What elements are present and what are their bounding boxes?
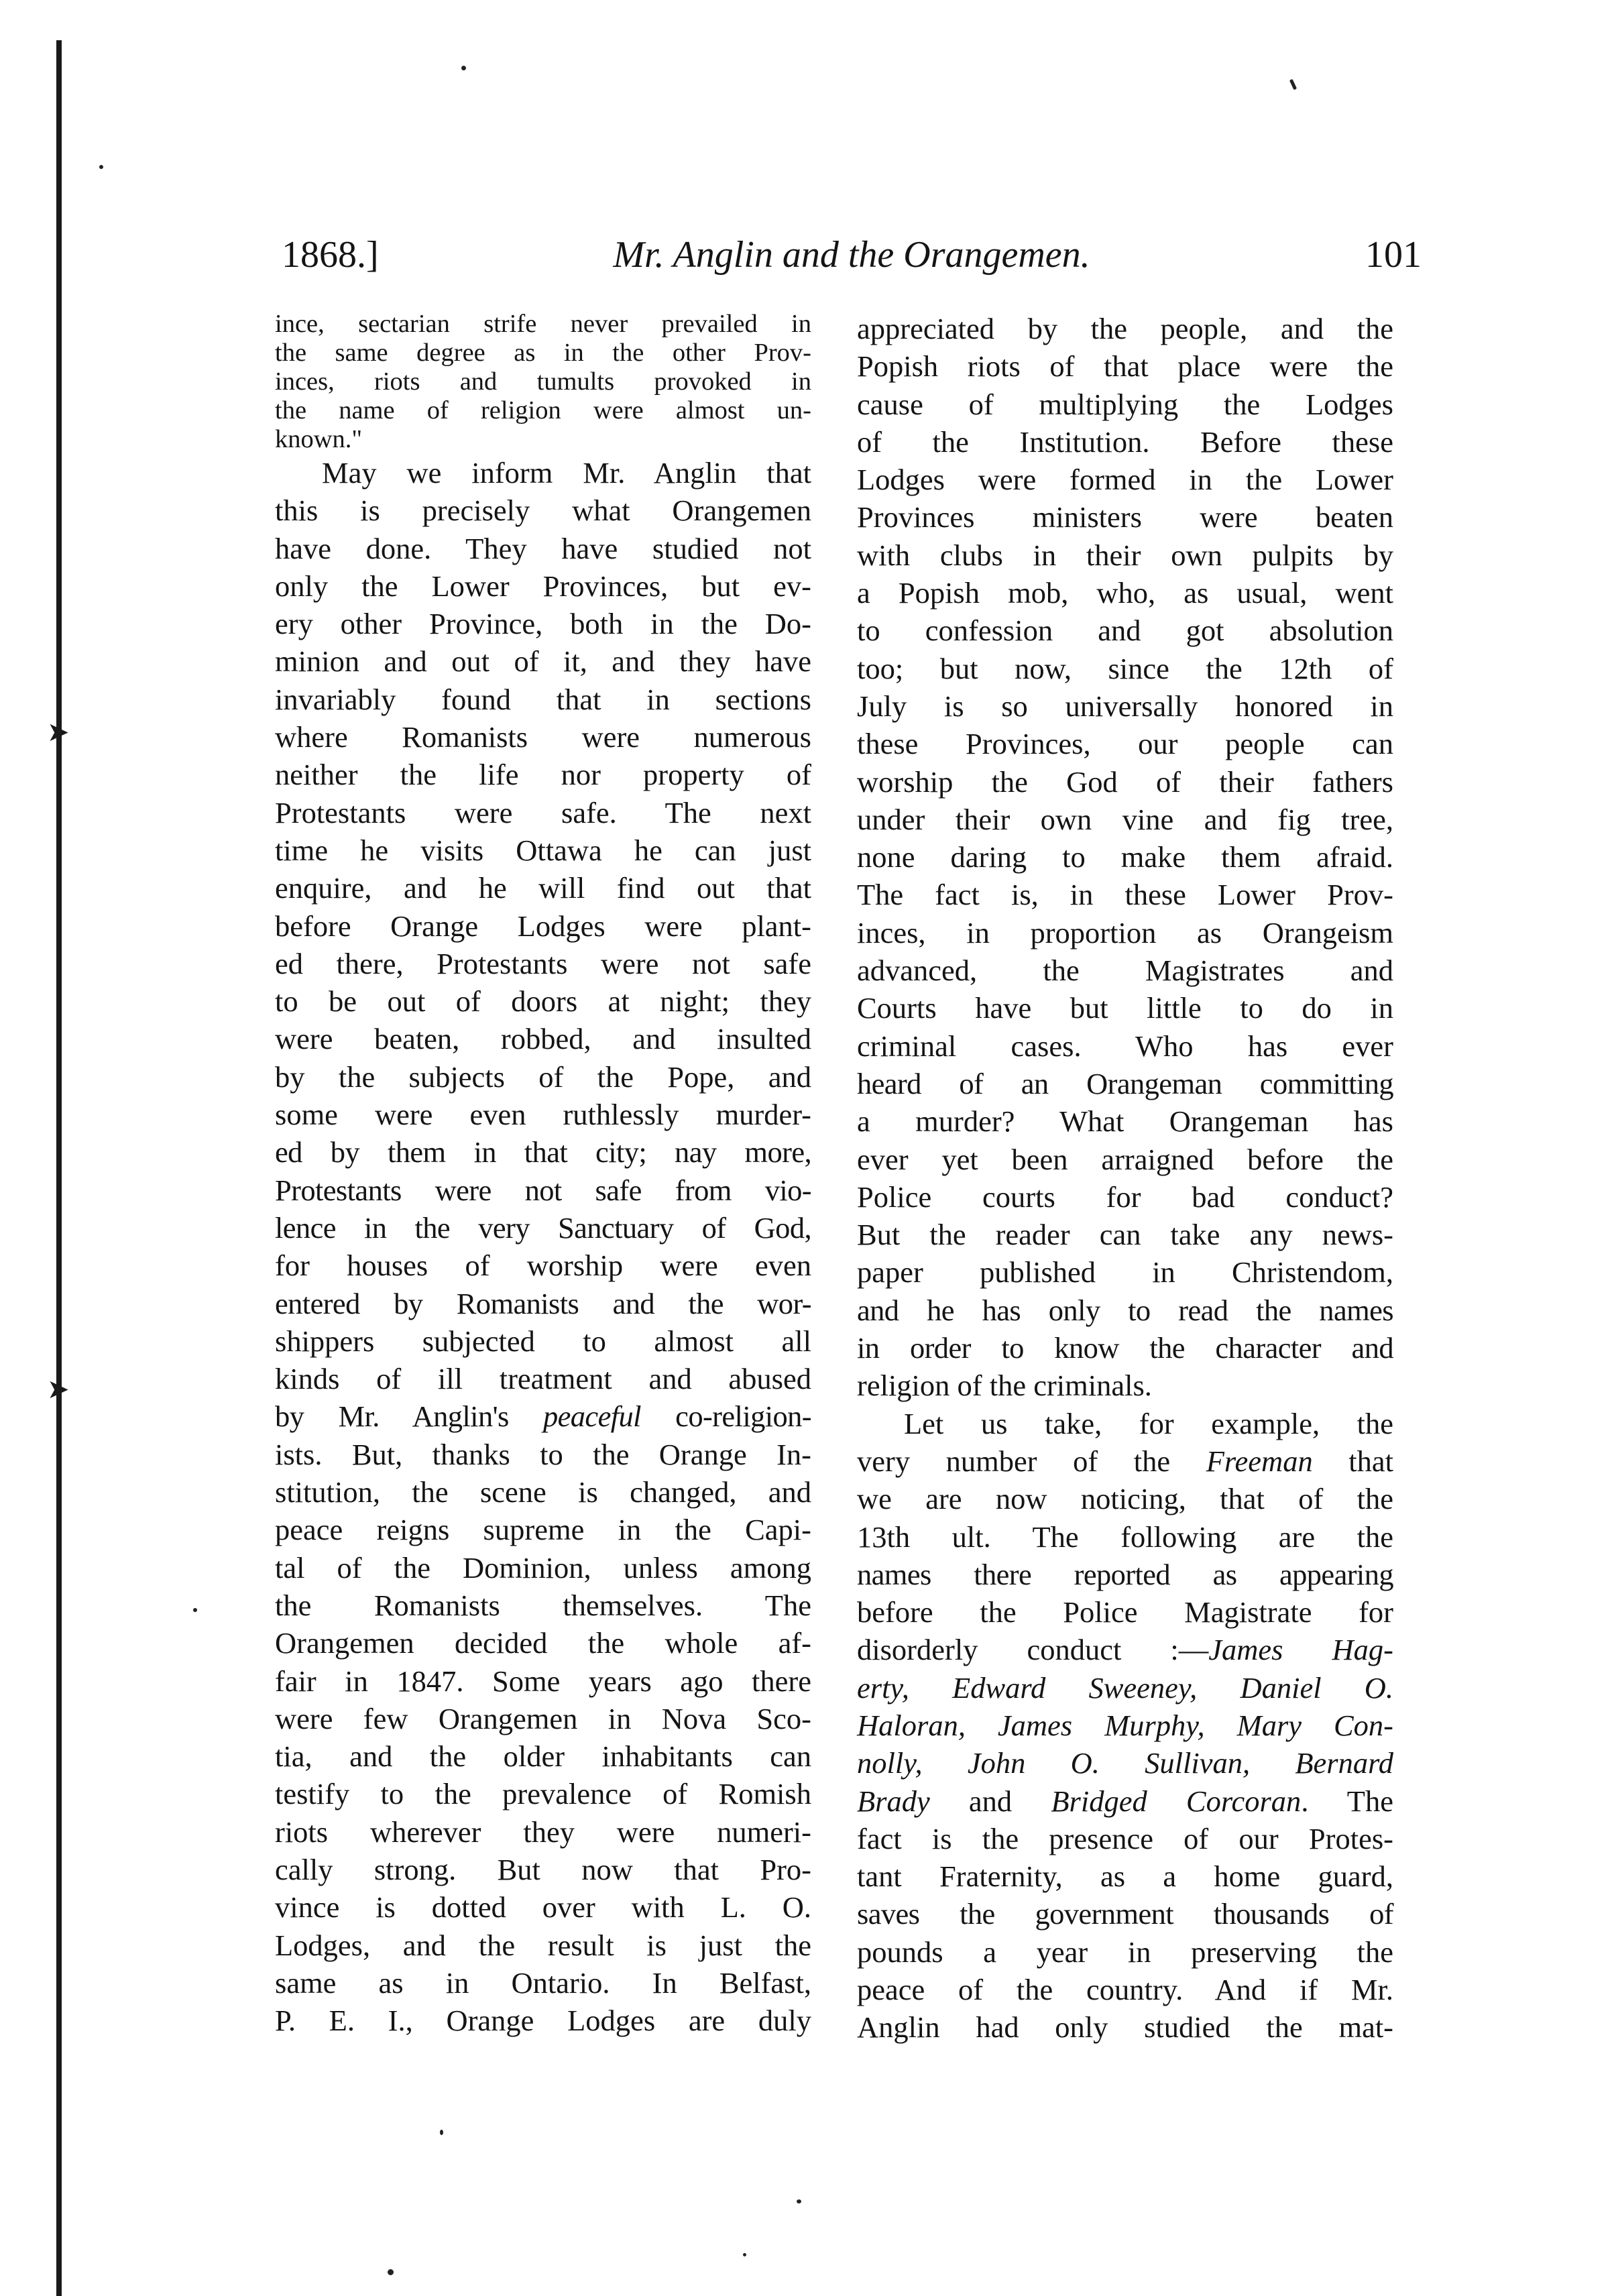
text-line: with clubs in their own pulpits by (857, 538, 1393, 572)
text-line: ery other Province, both in the Do- (275, 607, 811, 641)
text-line: too; but now, since the 12th of (857, 651, 1393, 685)
text-line: riots wherever they were numeri- (275, 1815, 811, 1849)
text-line: testify to the prevalence of Romish (275, 1777, 811, 1811)
text-line: known." (275, 425, 363, 453)
text-line-with-italic: by Mr. Anglin's peaceful co-religion- (275, 1399, 812, 1434)
text-line: tal of the Dominion, unless among (275, 1550, 811, 1585)
text-line-with-italic: disorderly conduct :—James Hag- (857, 1633, 1393, 1667)
text-line: ists. But, thanks to the Orange In- (275, 1437, 811, 1471)
text-line: heard of an Orangeman committing (857, 1066, 1393, 1100)
text-line: July is so universally honored in (857, 689, 1393, 723)
italic-text: peaceful (542, 1399, 641, 1434)
text-line: paper published in Christendom, (857, 1255, 1393, 1289)
ink-speck (1289, 79, 1297, 91)
page-number: 101 (1365, 234, 1422, 276)
text-line: tia, and the older inhabitants can (275, 1739, 811, 1774)
text-line: none daring to make them afraid. (857, 840, 1393, 874)
text-line: to confession and got absolution (857, 614, 1393, 648)
text-line: Anglin had only studied the mat- (857, 2010, 1393, 2045)
binding-tick-upper: ➤ (47, 717, 70, 747)
text-line: appreciated by the people, and the (857, 312, 1393, 345)
text-line-with-italic: Brady and Bridged Corcoran. The (857, 1784, 1393, 1818)
text-line: and he has only to read the names (857, 1293, 1393, 1327)
text-line: Orangemen decided the whole af- (275, 1626, 811, 1660)
text-line: Protestants were safe. The next (275, 795, 811, 829)
text-line-with-italic (857, 1669, 1393, 1707)
text-line: criminal cases. Who has ever (857, 1029, 1393, 1063)
text-line: enquire, and he will find out that (275, 871, 811, 905)
text-line: inces, riots and tumults provoked in (275, 367, 811, 396)
italic-text: erty, Edward Sweeney, Daniel O. (857, 1670, 1393, 1705)
text-line: kinds of ill treatment and abused (275, 1362, 811, 1396)
italic-text: Bridged Corcoran (1051, 1784, 1302, 1818)
text-line: saves the government thousands of (857, 1897, 1393, 1931)
text-line: worship the God of their fathers (857, 764, 1393, 799)
text-line-with-italic (857, 1707, 1393, 1744)
text-line: the name of religion were almost un- (275, 396, 811, 424)
text-line: peace of the country. And if Mr. (857, 1973, 1393, 2007)
text-line: we are now noticing, that of the (857, 1482, 1393, 1516)
text-line: by the subjects of the Pope, and (275, 1059, 811, 1094)
ink-speck (743, 2253, 746, 2256)
text-line: fair in 1847. Some years ago there (275, 1664, 811, 1698)
italic-text: James Hag- (1208, 1633, 1393, 1667)
italic-text: nolly, John O. Sullivan, Bernard (857, 1746, 1393, 1780)
paragraph-start: Let us take, for example, the (904, 1406, 1393, 1440)
text-line: Police courts for bad conduct? (857, 1180, 1393, 1214)
ink-speck (797, 2199, 801, 2203)
text-line: Provinces ministers were beaten (857, 500, 1393, 534)
text-line: minion and out of it, and they have (275, 644, 811, 679)
text-line: pounds a year in preserving the (857, 1935, 1393, 1969)
ink-speck (99, 165, 103, 169)
text-line: shippers subjected to almost all (275, 1324, 811, 1358)
text-line: Lodges were formed in the Lower (857, 463, 1393, 497)
text-line: Courts have but little to do in (857, 991, 1393, 1025)
italic-text: Freeman (1206, 1444, 1313, 1478)
text-line: inces, in proportion as Orangeism (857, 915, 1393, 950)
text-line: 13th ult. The following are the (857, 1519, 1393, 1554)
text-line: to be out of doors at night; they (275, 984, 811, 1019)
text-line: religion of the criminals. (857, 1369, 1152, 1403)
text-line: vince is dotted over with L. O. (275, 1890, 811, 1925)
text-line: have done. They have studied not (275, 531, 811, 565)
text-line: the Romanists themselves. The (275, 1588, 811, 1622)
text-line: advanced, the Magistrates and (857, 954, 1393, 988)
text-line-with-italic (857, 1744, 1393, 1782)
text-line: these Provinces, our people can (857, 727, 1393, 761)
ink-speck (193, 1608, 197, 1612)
ink-speck (388, 2269, 394, 2275)
text-line: But the reader can take any news- (857, 1218, 1393, 1252)
text-line: P. E. I., Orange Lodges are duly (275, 2004, 811, 2038)
text-line: only the Lower Provinces, but ev- (275, 569, 811, 603)
text-line: before Orange Lodges were plant- (275, 909, 811, 943)
text-line: Protestants were not safe from vio- (275, 1173, 811, 1207)
text-line: peace reigns supreme in the Capi- (275, 1513, 811, 1547)
binding-tick-lower: ➤ (47, 1374, 70, 1404)
text-line: Popish riots of that place were the (857, 349, 1393, 384)
italic-text: Haloran, James Murphy, Mary Con- (857, 1708, 1393, 1742)
text-line: fact is the presence of our Protes- (857, 1821, 1393, 1855)
text-line: tant Fraternity, as a home guard, (857, 1859, 1393, 1894)
paragraph-start: May we inform Mr. Anglin that (322, 456, 811, 490)
text-line: in order to know the character and (857, 1331, 1393, 1365)
text-line: ed by them in that city; nay more, (275, 1135, 811, 1169)
text-line: Lodges, and the result is just the (275, 1928, 811, 1962)
text-line: were beaten, robbed, and insulted (275, 1022, 811, 1056)
text-line: under their own vine and fig tree, (857, 802, 1393, 836)
left-column (275, 310, 811, 2039)
right-column (857, 310, 1393, 2047)
text-line: entered by Romanists and the wor- (275, 1286, 811, 1320)
text-line: The fact is, in these Lower Prov- (857, 878, 1393, 912)
text-line: some were even ruthlessly murder- (275, 1098, 811, 1132)
text-line: ever yet been arraigned before the (857, 1142, 1393, 1176)
text-line: same as in Ontario. In Belfast, (275, 1965, 811, 2000)
ink-speck (440, 2130, 443, 2135)
text-line: neither the life nor property of (275, 758, 811, 792)
text-line: stitution, the scene is changed, and (275, 1475, 811, 1509)
text-line: lence in the very Sanctuary of God, (275, 1210, 811, 1245)
text-line: were few Orangemen in Nova Sco- (275, 1701, 811, 1735)
running-head (282, 231, 1422, 278)
text-line: for houses of worship were even (275, 1249, 811, 1283)
text-line: ed there, Protestants were not safe (275, 946, 811, 980)
running-head-title: Mr. Anglin and the Orangemen. (613, 234, 1090, 276)
text-line: ince, sectarian strife never prevailed in (275, 310, 811, 338)
text-line: where Romanists were numerous (275, 720, 811, 754)
text-line: before the Police Magistrate for (857, 1595, 1393, 1629)
text-line: time he visits Ottawa he can just (275, 833, 811, 867)
italic-text: Brady (857, 1784, 930, 1818)
text-line: invariably found that in sections (275, 682, 811, 716)
text-line: names there reported as appearing (857, 1557, 1393, 1591)
text-line: the same degree as in the other Prov- (275, 339, 811, 367)
text-line: cause of multiplying the Lodges (857, 387, 1393, 421)
running-head-year: 1868.] (282, 234, 379, 276)
text-line: this is precisely what Orangemen (275, 494, 811, 528)
binding-edge (56, 40, 62, 2296)
text-line-with-italic: very number of the Freeman that (857, 1444, 1393, 1478)
ink-speck (461, 66, 466, 70)
text-line: of the Institution. Before these (857, 424, 1393, 459)
text-line: cally strong. But now that Pro- (275, 1852, 811, 1886)
text-line: a Popish mob, who, as usual, went (857, 576, 1393, 610)
text-line: a murder? What Orangeman has (857, 1104, 1393, 1139)
